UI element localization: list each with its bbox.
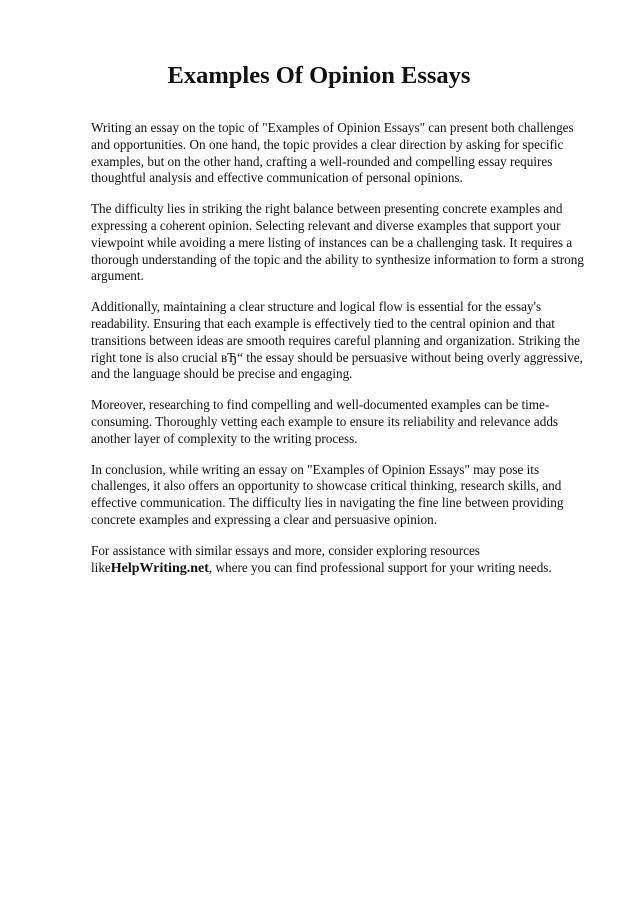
document-body: [91, 120, 591, 577]
paragraph-1: Writing an essay on the topic of "Examples of Opinion Essays" can present both challenges and opportunities. On one hand, the topic provides a clear direction by asking for specific examples, but on the other hand, crafting a well-rounded and compelling essay requires thoughtful analysis and effective communication of personal opinions.: [91, 120, 574, 186]
paragraph-3: Additionally, maintaining a clear structure and logical flow is essential for the essay's readability. Ensuring that each example is effectively tied to the central opinion and that transitions between ideas are smooth requires careful planning and organization. Striking the right tone is also crucial вЂ“ the essay should be persuasive without being overly aggressive, and the language should be precise and engaging.: [91, 299, 583, 382]
helpwriting-link[interactable]: HelpWriting.net: [110, 560, 209, 576]
closing-text-before: For assistance with similar essays and more, consider exploring resources like: [91, 542, 480, 575]
closing-text-after: , where you can find professional support for your writing needs.: [208, 559, 552, 575]
paragraph-4: Moreover, researching to find compelling and well-documented examples can be time-consuming. Thoroughly vetting each example to ensure its reliability and relevance adds another layer of complexity to the writing process.: [91, 397, 559, 446]
paragraph-5: In conclusion, while writing an essay on "Examples of Opinion Essays" may pose its challenges, it also offers an opportunity to showcase critical thinking, research skills, and effective communication. The difficulty lies in navigating the fine line between providing concrete examples and expressing a clear and persuasive opinion.: [91, 461, 564, 527]
paragraph-2: The difficulty lies in striking the right balance between presenting concrete examples and expressing a coherent opinion. Selecting relevant and diverse examples that support your viewpoint while avoiding a mere listing of instances can be a challenging task. It requires a thorough understanding of the topic and the ability to synthesize information to form a strong argument.: [91, 201, 584, 284]
document-title: Examples Of Opinion Essays: [167, 62, 471, 89]
closing-paragraph: [91, 543, 591, 578]
